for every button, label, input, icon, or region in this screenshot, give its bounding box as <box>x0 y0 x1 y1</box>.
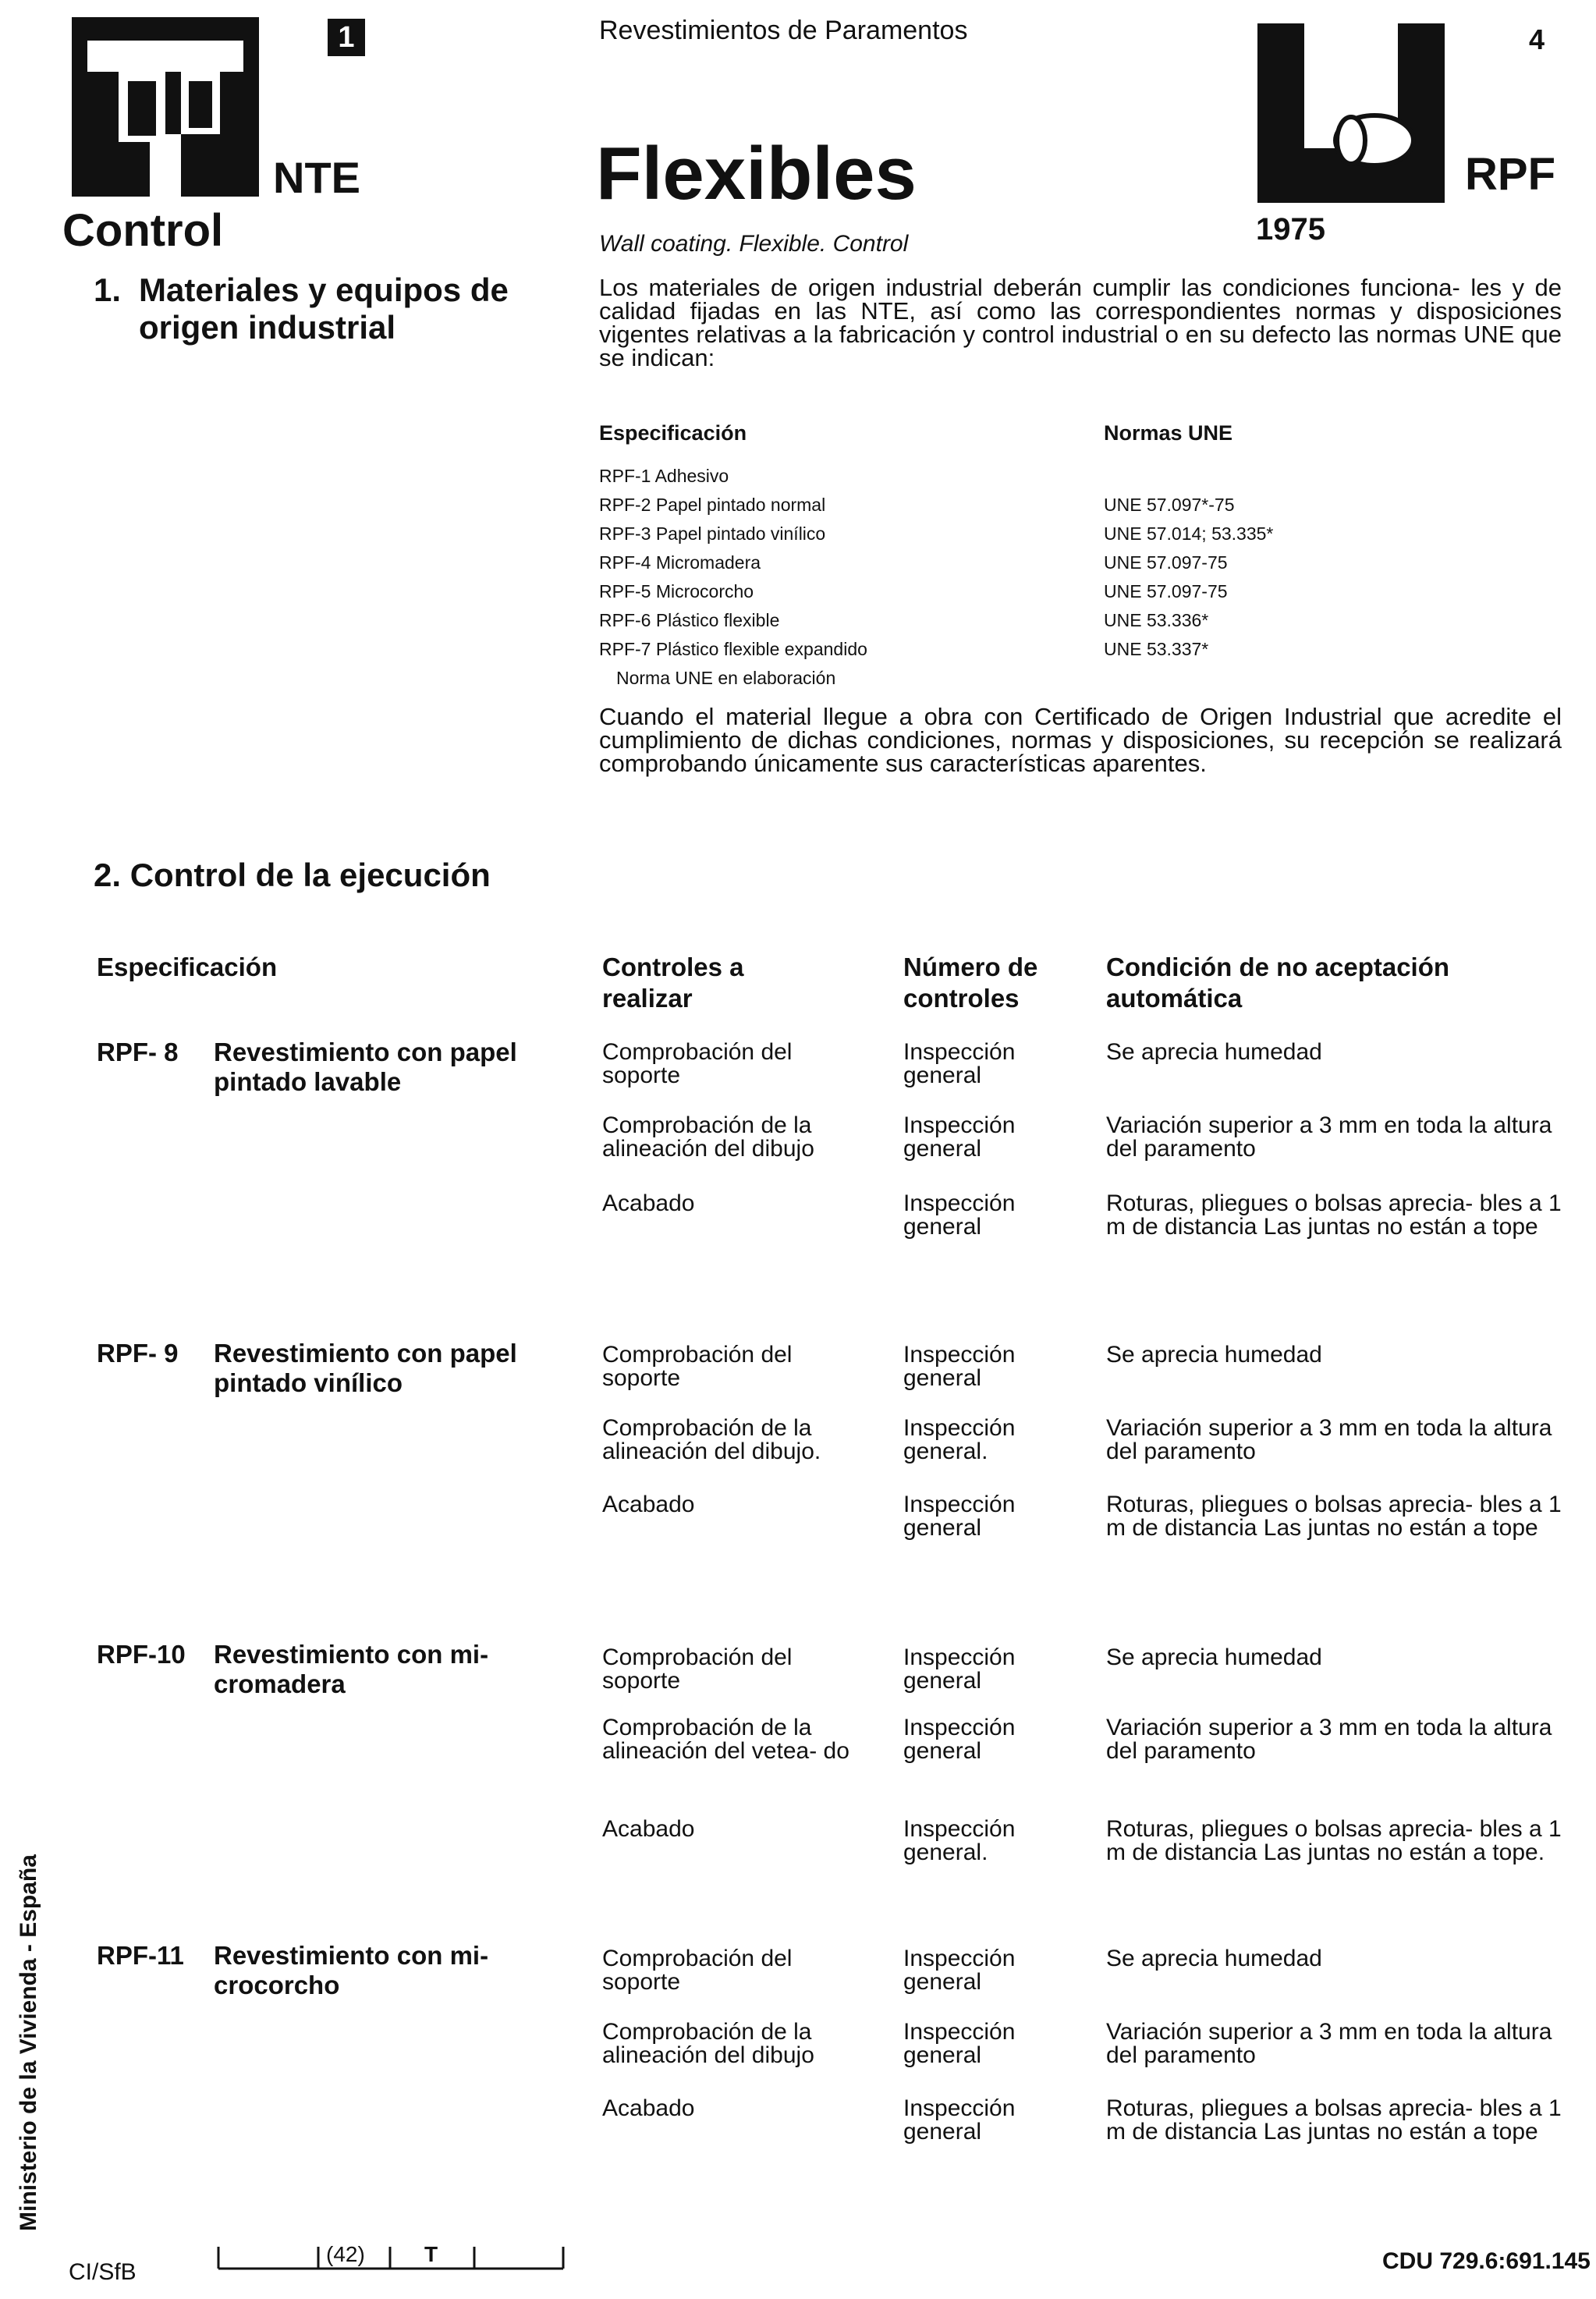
une-row <box>599 606 1566 635</box>
control-logo <box>72 17 259 197</box>
count-cell: Inspección general <box>903 2095 1016 2145</box>
une-spec: RPF-5 Microcorcho <box>599 581 754 601</box>
subtitle-en: Wall coating. Flexible. Control <box>599 231 909 257</box>
section-title: Control <box>62 205 224 256</box>
group-name: Revestimiento con mi- cromadera <box>214 1640 489 1698</box>
control-cell: Comprobación del soporte <box>602 1644 793 1694</box>
count-cell: Inspección general <box>903 1039 1016 1088</box>
une-spec: RPF-6 Plástico flexible <box>599 610 780 630</box>
control-cell: Acabado <box>602 1190 695 1216</box>
col-header-count: Número de controles <box>903 953 1038 1013</box>
count-cell: Inspección general <box>903 1492 1016 1541</box>
group-code: RPF-11 <box>97 1941 184 1970</box>
condition-cell: Roturas, pliegues o bolsas aprecia- bles a 1 m de distancia Las juntas no están a tope <box>1106 1190 1562 1240</box>
section1-intro: Los materiales de origen industrial deberán cumplir las condiciones funciona- les y de calidad fijadas en las NTE, así como las correspondientes normas y disposiciones vigentes relativas a la fabricación y control industrial o en su defecto las normas UNE que se indican: <box>599 274 1562 371</box>
cisfb-code-1: (42) <box>326 2242 365 2266</box>
section2-heading <box>94 857 491 894</box>
une-row <box>599 577 1566 606</box>
une-footnote: Norma UNE en elaboración <box>616 668 836 688</box>
control-cell: Comprobación de la alineación del dibujo <box>602 1112 814 1162</box>
cisfb-classification-box <box>217 2239 565 2270</box>
une-spec: RPF-3 Papel pintado vinílico <box>599 523 826 544</box>
count-cell: Inspección general. <box>903 1816 1016 1865</box>
control-cell: Comprobación de la alineación del dibujo. <box>602 1415 821 1464</box>
col-header-condition: Condición de no aceptación automática <box>1106 953 1450 1013</box>
une-norm: UNE 53.337* <box>1104 639 1209 659</box>
une-row <box>599 635 1566 664</box>
count-cell: Inspección general <box>903 1112 1016 1162</box>
cisfb-code-2: T <box>424 2242 438 2266</box>
une-spec: RPF-4 Micromadera <box>599 552 761 573</box>
condition-cell: Se aprecia humedad <box>1106 1039 1322 1065</box>
condition-cell: Se aprecia humedad <box>1106 1946 1322 1971</box>
une-header-spec: Especificación <box>599 421 747 445</box>
section2-number: 2. <box>94 857 122 893</box>
supertitle: Revestimientos de Paramentos <box>599 16 968 45</box>
condition-cell: Roturas, pliegues o bolsas aprecia- bles a 1 m de distancia Las juntas no están a tope <box>1106 1492 1562 1541</box>
condition-cell: Variación superior a 3 mm en toda la altura del paramento <box>1106 1112 1552 1162</box>
group-name: Revestimiento con papel pintado vinílico <box>214 1339 517 1397</box>
une-spec: RPF-7 Plástico flexible expandido <box>599 639 867 659</box>
condition-cell: Se aprecia humedad <box>1106 1644 1322 1670</box>
cisfb-label: CI/SfB <box>69 2259 137 2285</box>
condition-cell: Variación superior a 3 mm en toda la altura del paramento <box>1106 2019 1552 2068</box>
document-code: RPF <box>1465 149 1555 200</box>
section1-number: 1. <box>94 271 122 308</box>
control-cell: Comprobación del soporte <box>602 1946 793 1995</box>
nte-label: NTE <box>273 153 360 202</box>
group-code: RPF- 9 <box>97 1339 179 1368</box>
une-spec: RPF-1 Adhesivo <box>599 466 729 486</box>
flexible-roll-logo <box>1257 23 1445 203</box>
cdu-code: CDU 729.6:691.145 <box>1382 2248 1591 2274</box>
year: 1975 <box>1256 212 1325 247</box>
une-row <box>599 462 1566 491</box>
condition-cell: Roturas, pliegues a bolsas aprecia- bles a 1 m de distancia Las juntas no están a tope <box>1106 2095 1562 2145</box>
control-cell: Acabado <box>602 1492 695 1517</box>
control-cell: Comprobación del soporte <box>602 1039 793 1088</box>
une-spec: RPF-2 Papel pintado normal <box>599 495 826 515</box>
group-code: RPF- 8 <box>97 1038 179 1066</box>
page-number: 4 <box>1529 23 1545 55</box>
control-cell: Acabado <box>602 1816 695 1842</box>
section1-closing: Cuando el material llegue a obra con Certificado de Origen Industrial que acredite el cumplimiento de dichas condiciones, normas y disposiciones, su recepción se realizará comprobando únicamente sus características aparentes. <box>599 703 1562 777</box>
une-norm: UNE 57.097-75 <box>1104 552 1228 573</box>
une-row <box>599 548 1566 577</box>
col-header-spec: Especificación <box>97 953 278 981</box>
count-cell: Inspección general <box>903 1190 1016 1240</box>
ministry-side-text: Ministerio de la Vivienda - España <box>16 1854 41 2231</box>
une-norm: UNE 57.097-75 <box>1104 581 1228 601</box>
une-norm: UNE 57.097*-75 <box>1104 495 1235 515</box>
control-cell: Comprobación del soporte <box>602 1342 793 1391</box>
section1-title: Materiales y equipos de origen industrial <box>139 271 509 346</box>
condition-cell: Variación superior a 3 mm en toda la altura del paramento <box>1106 1415 1552 1464</box>
group-name: Revestimiento con papel pintado lavable <box>214 1038 517 1096</box>
une-norm: UNE 53.336* <box>1104 610 1209 630</box>
control-cell: Comprobación de la alineación del dibujo <box>602 2019 814 2068</box>
count-cell: Inspección general <box>903 1342 1016 1391</box>
une-row <box>599 491 1566 520</box>
une-header-norm: Normas UNE <box>1104 421 1233 445</box>
section-badge: 1 <box>328 19 365 56</box>
page-title: Flexibles <box>596 132 917 215</box>
une-row <box>599 520 1566 548</box>
control-cell: Comprobación de la alineación del vetea- do <box>602 1715 849 1764</box>
group-code: RPF-10 <box>97 1640 186 1669</box>
une-norm: UNE 57.014; 53.335* <box>1104 523 1274 544</box>
control-cell: Acabado <box>602 2095 695 2121</box>
col-header-controls: Controles a realizar <box>602 953 744 1013</box>
group-name: Revestimiento con mi- crocorcho <box>214 1941 489 1999</box>
condition-cell: Roturas, pliegues o bolsas aprecia- bles a 1 m de distancia Las juntas no están a tope. <box>1106 1816 1562 1865</box>
condition-cell: Variación superior a 3 mm en toda la altura del paramento <box>1106 1715 1552 1764</box>
count-cell: Inspección general <box>903 1715 1016 1764</box>
count-cell: Inspección general <box>903 2019 1016 2068</box>
count-cell: Inspección general. <box>903 1415 1016 1464</box>
count-cell: Inspección general <box>903 1946 1016 1995</box>
condition-cell: Se aprecia humedad <box>1106 1342 1322 1368</box>
section2-title: Control de la ejecución <box>129 857 491 893</box>
count-cell: Inspección general <box>903 1644 1016 1694</box>
une-table <box>599 462 1566 693</box>
